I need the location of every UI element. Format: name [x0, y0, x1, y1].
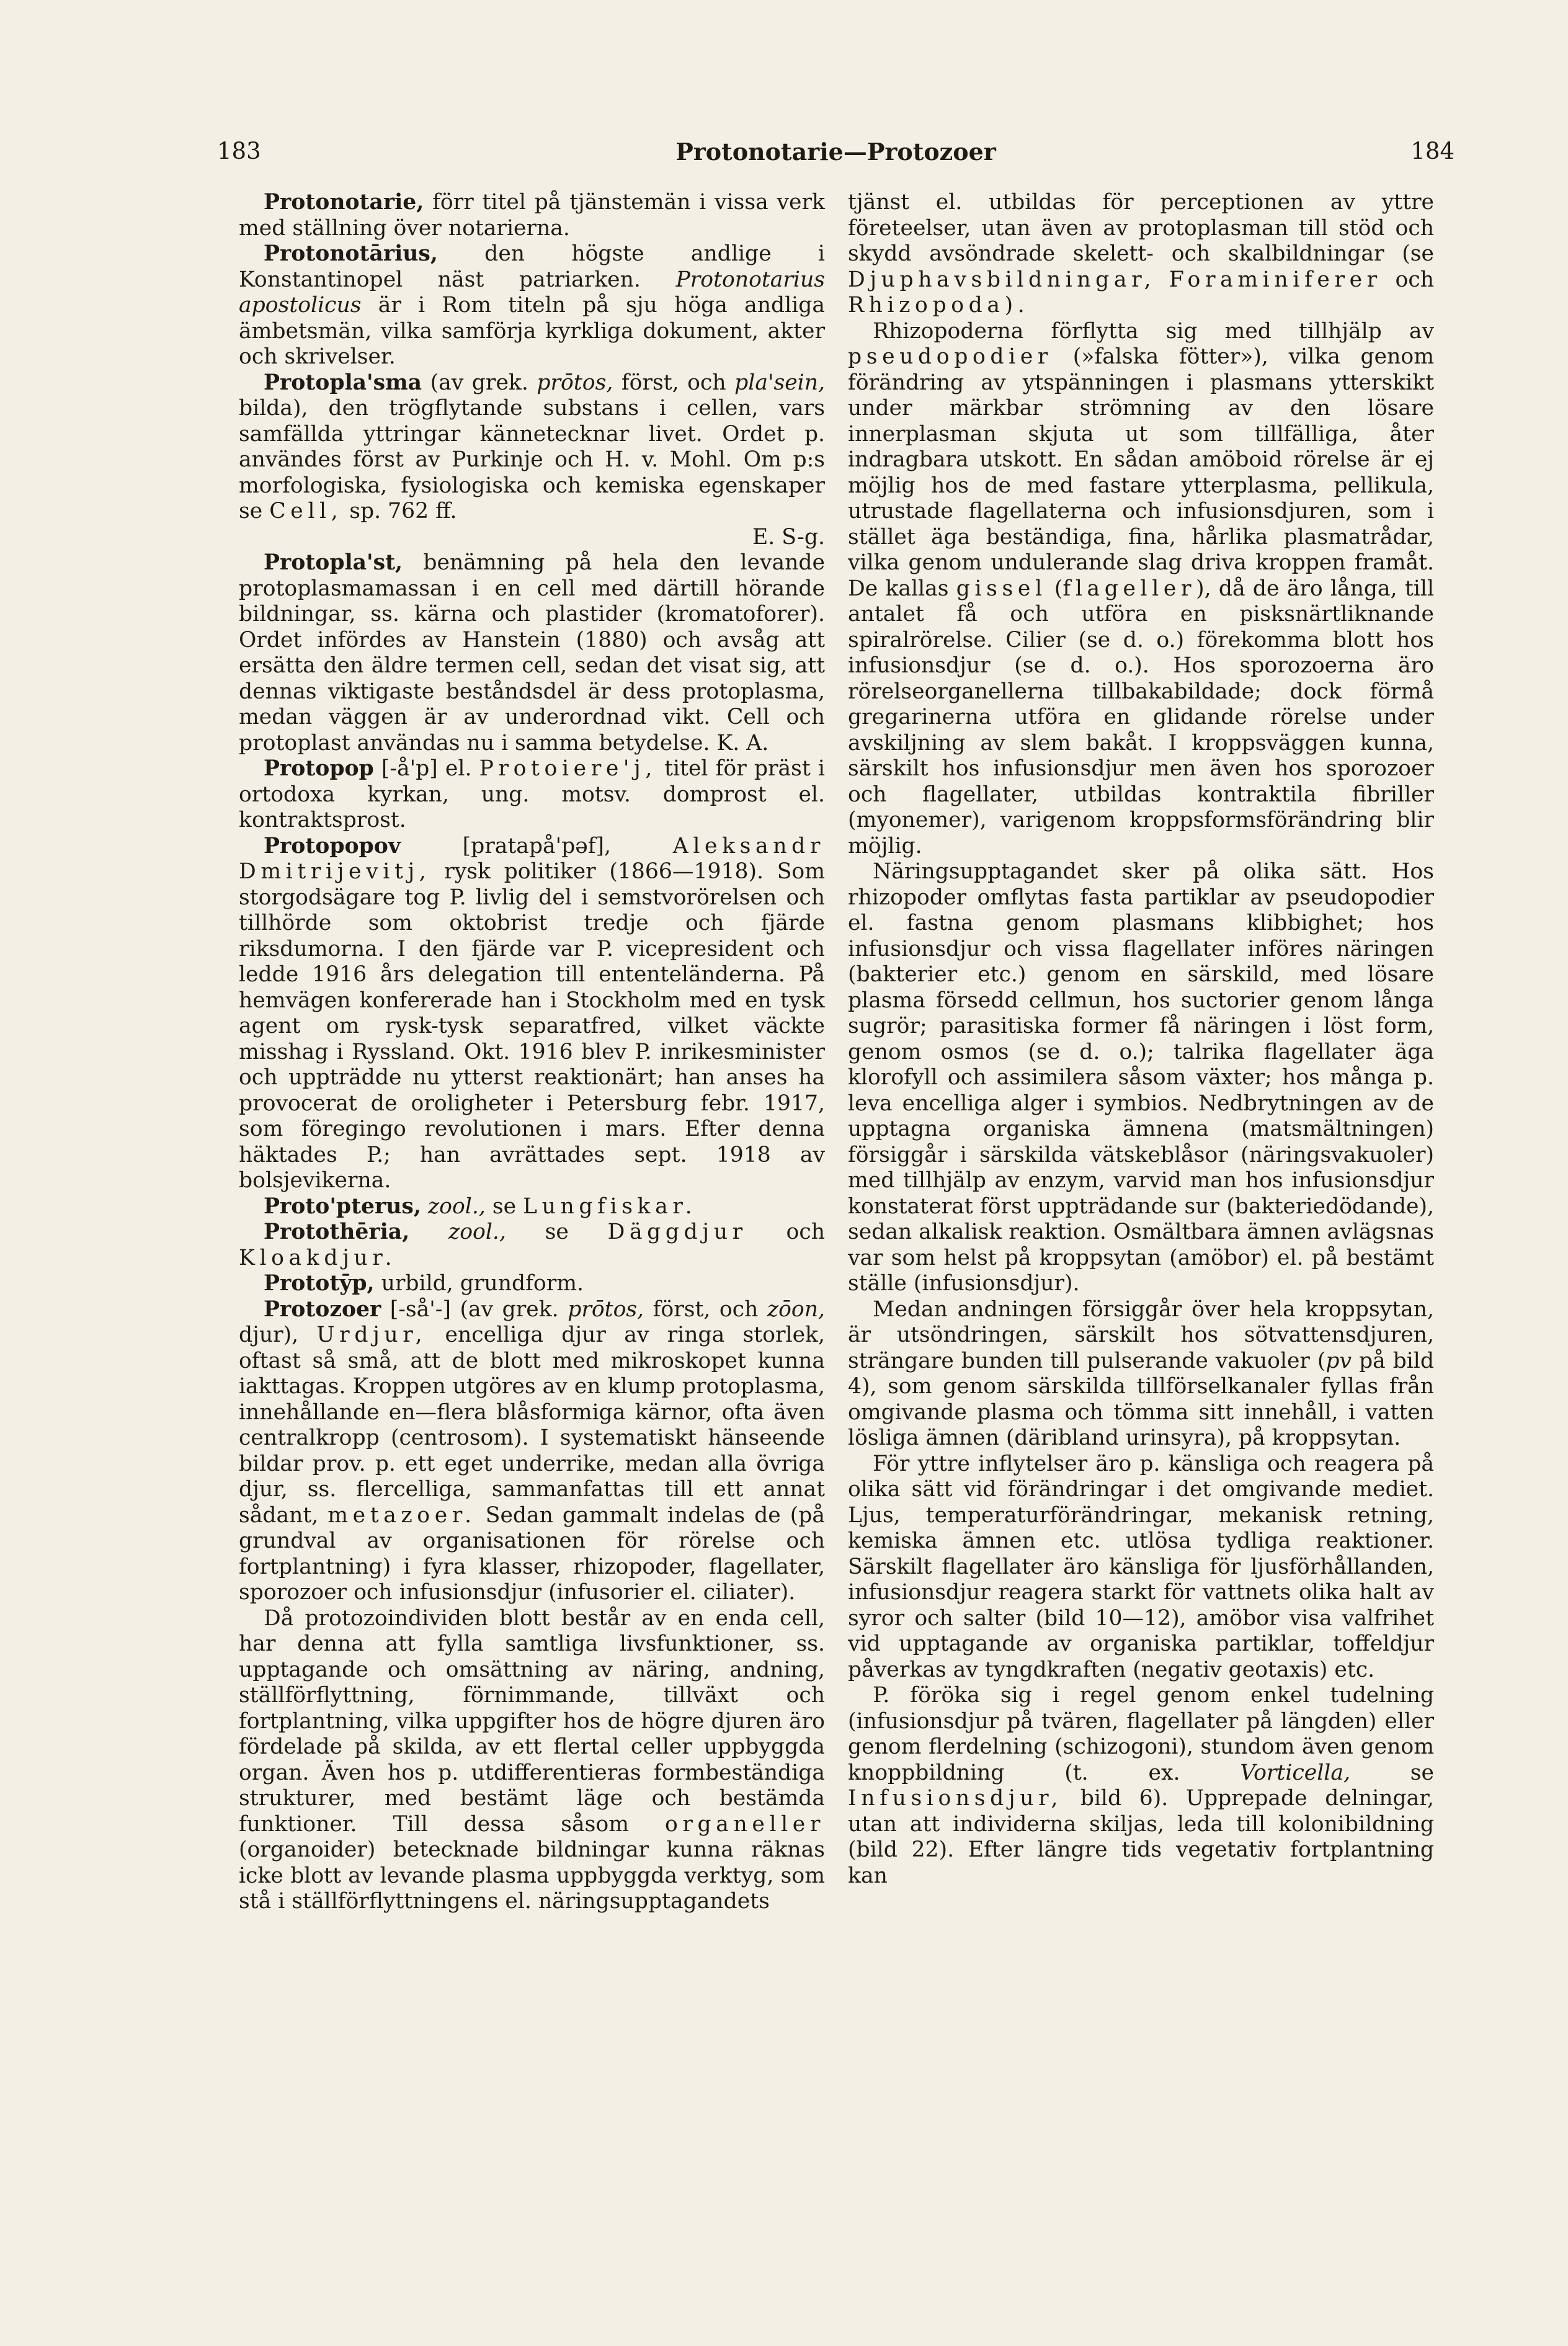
cross-reference: Protoiere'j,: [479, 756, 657, 781]
paragraph: För yttre inflytelser äro p. känsliga och reagera på olika sätt vid förändringar i det omgivande mediet. Ljus, temperaturförändringar, mekanisk retning, kemiska ämnen etc. utlösa tydliga reaktioner. Särskilt flagellater äro känsliga för ljusförhållanden, infusionsdjur reagera starkt för vattnets olika halt av syror och salter (bild 10—12), amöbor visa valfrihet vid upptagande av organiska partiklar, toffeldjur påverkas av tyngdkraften (negativ geotaxis) etc.: [848, 1451, 1434, 1682]
entry-text: (organoider) betecknade bildningar kunna räknas icke blott av levande plasma uppbyggda verktyg, som stå i ställförflyttningens el. näringsupptagandets: [239, 1837, 825, 1914]
cross-reference: Urdjur,: [316, 1322, 427, 1347]
author-signature: K. A.: [716, 730, 769, 756]
page-number-left: 183: [217, 138, 261, 164]
italic-term: prōtos,: [568, 1296, 644, 1322]
emphasized-term: flageller: [1062, 576, 1196, 601]
entry-text: Medan andningen försiggår över hela kroppsytan, är utsöndringen, särskilt hos sötvattensdjuren, strängare bunden till pulserande vakuoler (: [848, 1296, 1434, 1373]
emphasized-term: metazoer.: [327, 1502, 476, 1528]
entry-text: se: [485, 1193, 523, 1219]
entry-protonotarius: [239, 241, 825, 370]
entry-text: är i Rom titeln på sju höga andliga ämbetsmän, vilka samförja kyrkliga dokument, akter och skrivelser.: [239, 293, 825, 369]
cross-reference: Rhizopoda).: [848, 293, 1030, 318]
emphasized-term: organeller: [664, 1811, 825, 1837]
entry-text: Rhizopoderna förflytta sig med tillhjälp av: [873, 318, 1434, 344]
headword: Protozoer: [264, 1296, 381, 1322]
entry-text: den högste andlige i Konstantinopel näst patriarken.: [239, 241, 825, 292]
entry-text: Då protozoindividen blott består av en enda cell, har denna att fylla samtliga livsfunktioner, ss. upptagande och omsättning av näring, andning, ställförflyttning, förnimmande, tillväxt och fortplantning, vilka uppgifter hos de högre djuren äro fördelade på skilda, av ett flertal celler uppbyggda organ. Även hos p. utdifferentieras formbeständiga strukturer, med bestämt läge och bestämda funktioner. Till dessa såsom: [239, 1605, 825, 1837]
headword: Protonotarie,: [264, 190, 424, 215]
entry-text: först, och: [613, 370, 735, 395]
entry-text: se: [506, 1220, 608, 1244]
entry-text: och: [1381, 267, 1434, 292]
italic-term: prōtos,: [537, 370, 613, 395]
italic-term: Protonotarius apostolicus: [239, 267, 825, 318]
headword: Protothēria,: [264, 1220, 410, 1244]
italic-term: Vorticella,: [1240, 1760, 1350, 1785]
entry-text: titel för präst i ortodoxa kyrkan, ung. motsv. domprost el. kontraktsprost.: [239, 756, 825, 832]
italic-term: zool.,: [427, 1193, 486, 1219]
headword: Protopla'sma: [264, 370, 422, 395]
headword: Protopla'st,: [264, 550, 403, 575]
italic-term: pv: [1325, 1348, 1352, 1373]
entry-text: bilda), den trögflytande substans i cellen, vars samfällda yttringar kännetecknar livet. Ordet p. användes först av Purkinje och H. v. Mohl. Om p:s morfologiska, fysiologiska och kemiska egenskaper se: [239, 396, 825, 524]
entry-protopop: [239, 756, 825, 834]
italic-term: zōon,: [767, 1296, 825, 1322]
cross-reference: Cell,: [269, 499, 343, 524]
entry-text: se: [1350, 1760, 1434, 1785]
entry-text: ), då de äro långa, till antalet få och utföra en pisksnärtliknande spiralrörelse. Cilier (se d. o.) förekomma blott hos infusionsdjur (se d. o.). Hos sporozoerna äro rörelseorganellerna tillbakabildade; dock förmå gregarinerna utföra en glidande rörelse under avskiljning av slem bakåt. I kroppsväggen kunna, särskilt hos infusionsdjur men även hos sporozoer och flagellater, utbildas kontraktila fibriller (myonemer), varigenom kroppsformsförändring blir möjlig.: [848, 576, 1434, 859]
headword: Proto'pterus,: [264, 1193, 421, 1219]
running-title: Protonotarie—Protozoer: [675, 138, 996, 166]
entry-text: [pratapå'pəf],: [400, 833, 673, 859]
entry-protozoer: [239, 1297, 825, 1606]
entry-protoplasma: [239, 370, 825, 551]
entry-text: på bild 4), som genom särskilda tillförselkanaler fyllas från omgivande plasma och tömma sitt innehåll, i vatten lösliga ämnen (däribland urinsyra), på kroppsytan.: [848, 1348, 1434, 1450]
entry-protoplast: [239, 550, 825, 756]
headword: Protopop: [264, 756, 374, 781]
person-name: Aleksandr Dmitrijevitj,: [239, 833, 825, 884]
entry-text: förr titel på tjänstemän i vissa verk med ställning över notarierna.: [239, 190, 825, 241]
entry-text: (av grek.: [422, 370, 537, 395]
headword: Protonotārius,: [264, 241, 438, 266]
cross-reference: Djuphavsbildningar,: [848, 267, 1156, 292]
entry-text: encelliga djur av ringa storlek, oftast så små, att de blott med mikroskopet kunna iakttagas. Kroppen utgöres av en klump protoplasma, innehållande en—flera blåsformiga kärnor, ofta även centralkropp (centrosom). I systematiskt hänseende bildar prov. p. ett eget underrike, medan alla övriga djur, ss. flercelliga, sammanfattas till ett annat sådant,: [239, 1322, 825, 1528]
emphasized-term: pseudopodier: [848, 344, 1053, 369]
entry-text: (: [1046, 576, 1063, 601]
paragraph: [848, 319, 1434, 860]
cross-reference: Däggdjur: [607, 1220, 747, 1244]
entry-text: Sedan gammalt indelas de (på grundval av organisationen för rörelse och fortplantning) i fyra klasser, rhizopoder, flagellater, sporozoer och infusionsdjur (infusorier el. ciliater).: [239, 1502, 825, 1605]
cross-reference: Foraminiferer: [1169, 267, 1382, 292]
entry-text: bild 6). Upprepade delningar, utan att individerna skiljas, leda till kolonibildning (bild 22). Efter längre tids vegetativ fortplantning kan: [848, 1786, 1434, 1888]
cross-reference: Kloakdjur.: [239, 1245, 397, 1270]
author-signature: E. S-g.: [752, 524, 825, 550]
page-header: [217, 138, 1454, 175]
italic-term: pla'sein,: [734, 370, 825, 395]
paragraph: [239, 1606, 825, 1915]
entry-text: [-så'-] (av grek.: [381, 1296, 568, 1322]
entry-text: benämning på hela den levande protoplasmamassan i en cell med därtill hörande bildningar, ss. kärna och plastider (kromatoforer). Ordet infördes av Hanstein (1880) och avsåg att ersätta den äldre termen cell, sedan det visat sig, att dennas viktigaste beståndsdel är dess protoplasma, medan väggen är av underordnad vikt. Cell och protoplast användas nu i samma betydelse.: [239, 550, 825, 756]
paragraph: [848, 190, 1434, 319]
entry-text: [-å'p] el.: [373, 756, 479, 781]
entry-text: P. föröka sig i regel genom enkel tudelning (infusionsdjur på tvären, flagellater på längden) eller genom flerdelning (schizogoni), stundom även genom knoppbildning (t. ex.: [848, 1683, 1434, 1785]
headword: Prototȳp,: [264, 1271, 375, 1296]
paragraph: [848, 1683, 1434, 1889]
entry-protonotarie: [239, 190, 825, 241]
page-number-right: 184: [1410, 138, 1454, 164]
entry-text: djur),: [239, 1322, 317, 1347]
entry-protopterus: [239, 1194, 825, 1220]
entry-text: (»falska fötter»), vilka genom förändring av ytspänningen i plasmans ytterskikt under märkbar strömning av den lösare innerplasman skjuta ut som tillfälliga, åter indragbara utskott. En sådan amöboid rörelse är ej möjlig hos de med fastare ytterplasma, pellikula, utrustade flagellaterna och infusionsdjuren, som i stället äga beständiga, fina, hårlika plasmatrådar, vilka genom undulerande slag driva kroppen framåt. De kallas: [848, 344, 1434, 601]
paragraph: [848, 1297, 1434, 1452]
entry-text: rysk politiker (1866—1918). Som storgodsägare tog P. livlig del i semstvorörelsen och tillhörde som oktobrist tredje och fjärde riksdumorna. I den fjärde var P. vicepresident och ledde 1916 års delegation till ententeländerna. På hemvägen konfererade han i Stockholm med en tysk agent om rysk-tysk separatfred, vilket väckte misshag i Ryssland. Okt. 1916 blev P. inrikesminister och uppträdde nu ytterst reaktionärt; han anses ha provocerat de oroligheter i Petersburg febr. 1917, som föregingo revolutionen i mars. Efter denna häktades P.; han avrättades sept. 1918 av bolsjevikerna.: [239, 859, 825, 1193]
entry-protopopov: [239, 834, 825, 1194]
entry-prototheria: [239, 1220, 825, 1271]
entry-text: [1156, 267, 1169, 292]
headword: Protopopov: [264, 833, 401, 859]
entry-text: först, och: [644, 1296, 767, 1322]
entry-prototyp: [239, 1271, 825, 1297]
entry-text: sp. 762 ff.: [342, 499, 457, 524]
paragraph: Näringsupptagandet sker på olika sätt. Hos rhizopoder omflytas fasta partiklar av pseudopodier el. fastna genom plasmans klibbighet; hos infusionsdjur och vissa flagellater införes näringen (bakterier etc.) genom en särskild, med lösare plasma försedd cellmun, hos suctorier genom långa sugrör; parasitiska former få näringen i löst form, genom osmos (se d. o.); talrika flagellater äga klorofyll och assimilera såsom växter; hos många p. leva encelliga alger i symbios. Nedbrytningen av de upptagna organiska ämnena (matsmältningen) försiggår i särskilda vätskeblåsor (näringsvakuoler) med tillhjälp av enzym, varvid man hos infusionsdjur konstaterat först uppträdande sur (bakteriedödande), sedan alkalisk reaktion. Osmältbara ämnen avlägsnas var som helst på kroppsytan (amöbor) el. på bestämt ställe (infusionsdjur).: [848, 859, 1434, 1296]
entry-text: tjänst el. utbildas för perceptionen av yttre företeelser, utan även av protoplasman till stöd och skydd avsöndrade skelett- och skalbildningar (se: [848, 190, 1434, 266]
entry-text: urbild, grundform.: [374, 1271, 584, 1296]
cross-reference: Infusionsdjur,: [848, 1786, 1063, 1811]
left-column: [239, 190, 825, 1915]
cross-reference: Lungfiskar.: [523, 1193, 697, 1219]
emphasized-term: gissel: [956, 576, 1047, 601]
italic-term: zool.,: [448, 1220, 506, 1244]
entry-text: och: [747, 1220, 825, 1244]
right-column: [848, 190, 1434, 1889]
